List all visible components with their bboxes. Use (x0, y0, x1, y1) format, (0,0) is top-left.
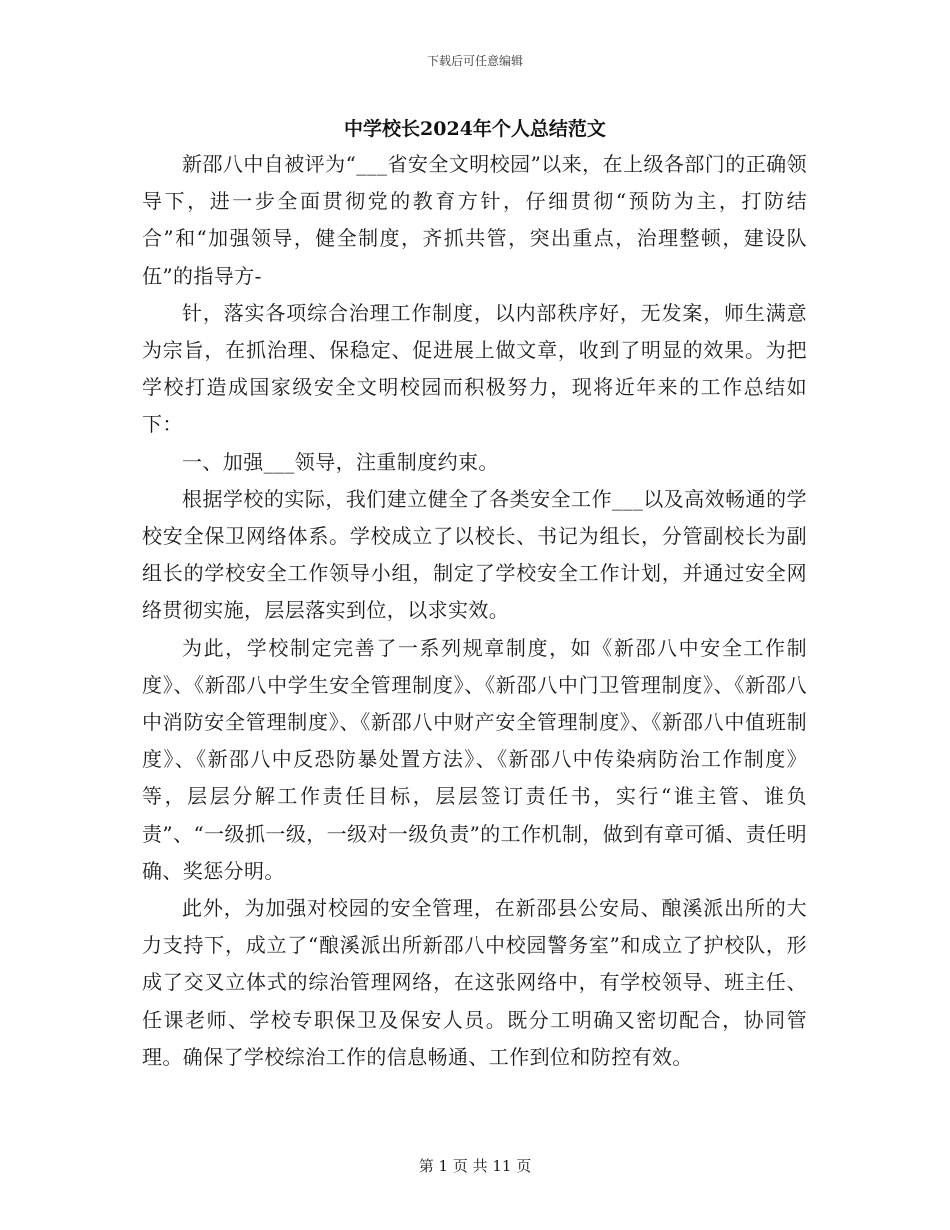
paragraph-intro: 新邵八中自被评为“___省安全文明校园”以来，在上级各部门的正确领导下，进一步全面贯彻党的教育方针，仔细贯彻“预防为主，打防结合”和“加强领导，健全制度，齐抓共管，突出重点，治理整顿，建设队伍”的指导方- (142, 152, 807, 288)
page-number: 第 1 页 共 11 页 (418, 1157, 532, 1175)
header-note: 下载后可任意编辑 (426, 54, 523, 68)
paragraph-intro-continued: 针，落实各项综合治理工作制度，以内部秩序好，无发案，师生满意为宗旨，在抓治理、保稳定、促进展上做文章，收到了明显的效果。为把学校打造成国家级安全文明校园而积极努力，现将近年来的工作总结如下： (142, 300, 807, 437)
section-heading-leadership: 一、加强___领导，注重制度约束。 (182, 449, 499, 474)
paragraph-police-office: 此外，为加强对校园的安全管理，在新邵县公安局、酿溪派出所的大力支持下，成立了“酿溪派出所新邵八中校园警务室”和成立了护校队，形成了交叉立体式的综治管理网络，在这张网络中，有学校领导、班主任、任课老师、学校专职保卫及保安人员。既分工明确又密切配合，协同管理。确保了学校综治工作的信息畅通、工作到位和防控有效。 (142, 896, 807, 1069)
document-body (142, 146, 807, 1076)
paragraph-safety-network: 根据学校的实际，我们建立健全了各类安全工作___以及高效畅通的学校安全保卫网络体系。学校成立了以校长、书记为组长，分管副校长为副组长的学校安全工作领导小组，制定了学校安全工作计划，并通过安全网络贯彻实施，层层落实到位，以求实效。 (142, 486, 807, 623)
document-title: 中学校长2024年个人总结范文 (344, 118, 606, 140)
paragraph-regulations: 为此，学校制定完善了一系列规章制度，如《新邵八中安全工作制度》、《新邵八中学生安全管理制度》、《新邵八中门卫管理制度》、《新邵八中消防安全管理制度》、《新邵八中财产安全管理制度》、《新邵八中值班制度》、《新邵八中反恐防暴处置方法》、《新邵八中传染病防治工作制度》等，层层分解工作责任目标，层层签订责任书，实行“谁主管、谁负责”、“一级抓一级，一级对一级负责”的工作机制，做到有章可循、责任明确、奖惩分明。 (142, 635, 807, 883)
